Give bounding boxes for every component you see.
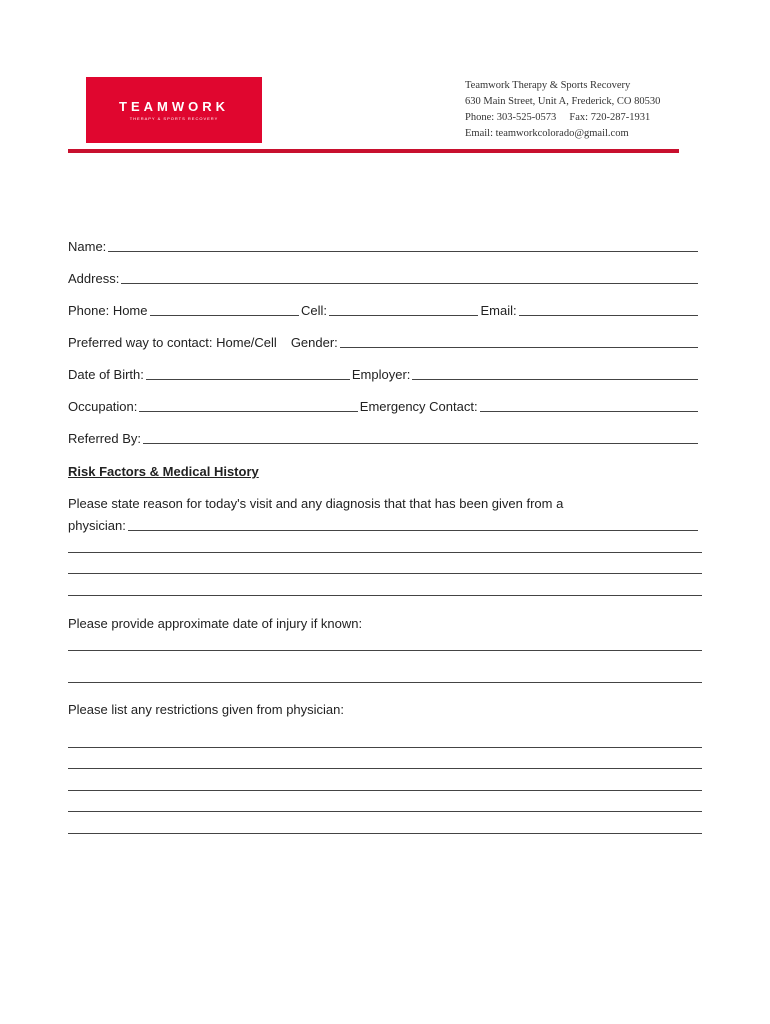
name-field[interactable] — [108, 250, 698, 252]
restrictions-question: Please list any restrictions given from physician: — [68, 702, 345, 717]
clinic-name: Teamwork Therapy & Sports Recovery — [465, 80, 631, 91]
gender-field[interactable] — [340, 346, 698, 348]
cell-field[interactable] — [329, 314, 478, 316]
dob-employer-row: Date of Birth: Employer: — [68, 366, 700, 382]
restrictions-line[interactable] — [68, 811, 702, 812]
referred-by-field[interactable] — [143, 442, 698, 444]
restrictions-line[interactable] — [68, 768, 702, 769]
physician-row: physician: — [68, 517, 700, 533]
name-row: Name: — [68, 238, 700, 254]
address-row: Address: — [68, 270, 700, 286]
injury-date-question: Please provide approximate date of injury if known: — [68, 616, 363, 631]
occupation-row: Occupation: Emergency Contact: — [68, 398, 700, 414]
visit-reason-line[interactable] — [68, 573, 702, 574]
visit-reason-field[interactable] — [128, 529, 698, 531]
dob-field[interactable] — [146, 378, 350, 380]
phone-row: Phone: Home Cell: Email: — [68, 302, 700, 318]
home-phone-field[interactable] — [150, 314, 299, 316]
employer-field[interactable] — [412, 378, 698, 380]
restrictions-line[interactable] — [68, 833, 702, 834]
email-field[interactable] — [519, 314, 698, 316]
contact-gender-row: Preferred way to contact: Home/Cell Gender: — [68, 334, 700, 350]
referred-row: Referred By: — [68, 430, 700, 446]
clinic-address: 630 Main Street, Unit A, Frederick, CO 80530 — [465, 96, 661, 107]
clinic-email: Email: teamworkcolorado@gmail.com — [465, 128, 629, 139]
teamwork-logo: TEAMWORK THERAPY & SPORTS RECOVERY — [86, 77, 262, 143]
occupation-field[interactable] — [139, 410, 357, 412]
visit-reason-line[interactable] — [68, 552, 702, 553]
header-divider — [68, 149, 679, 153]
emergency-contact-field[interactable] — [480, 410, 698, 412]
section-title: Risk Factors & Medical History — [68, 464, 259, 479]
restrictions-line[interactable] — [68, 790, 702, 791]
visit-reason-line[interactable] — [68, 595, 702, 596]
injury-date-line[interactable] — [68, 650, 702, 651]
injury-date-line[interactable] — [68, 682, 702, 683]
visit-reason-question: Please state reason for today's visit and any diagnosis that that has been given from a — [68, 496, 564, 511]
clinic-contact-info — [465, 78, 660, 142]
restrictions-line[interactable] — [68, 747, 702, 748]
clinic-phone-fax: Phone: 303-525-0573 Fax: 720-287-1931 — [465, 112, 651, 123]
address-field[interactable] — [121, 282, 698, 284]
